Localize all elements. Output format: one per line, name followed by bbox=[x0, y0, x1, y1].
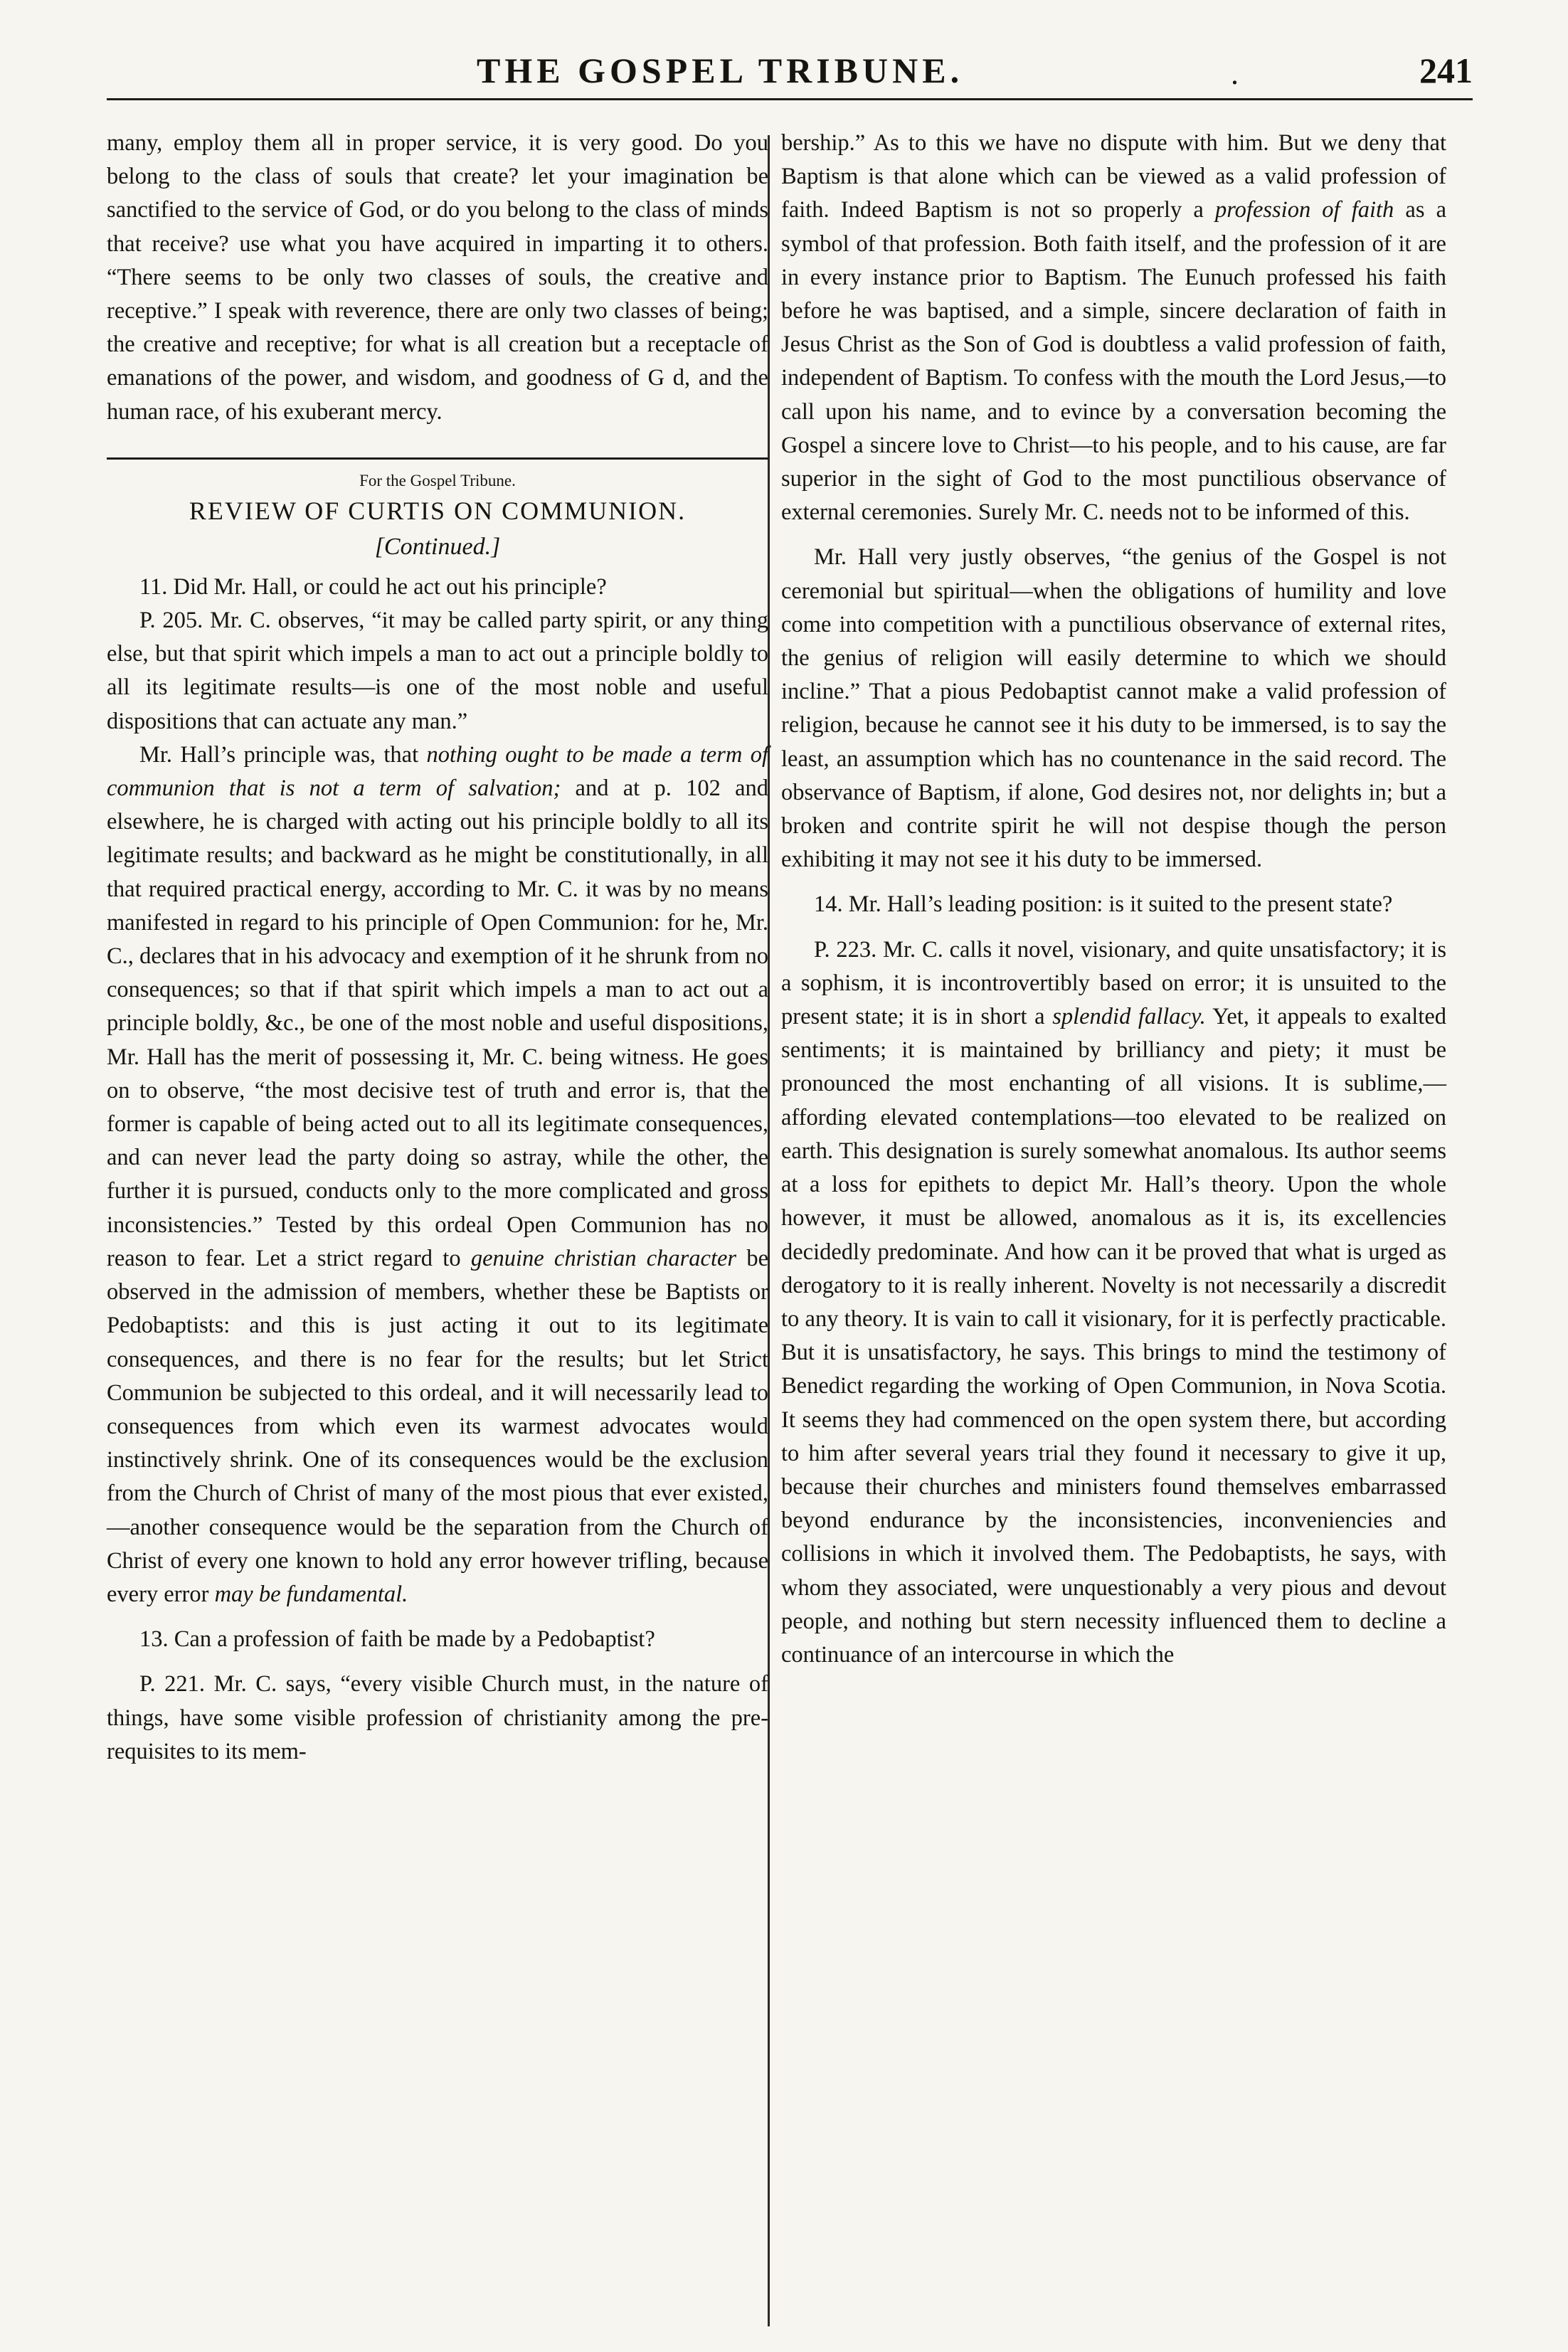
left-column bbox=[107, 127, 768, 1769]
text-run: P. 223. Mr. C. calls it novel, visionary, and quite unsatisfactory; it is a sophism, it is incontrovertibly based on error; it is unsuited to the present state; it is in short a bbox=[781, 936, 1446, 1030]
header-mark: . bbox=[1231, 56, 1239, 91]
italic-text: nothing ought to be made a term of communion that is not a term of salvation; bbox=[107, 741, 768, 802]
article-heading: REVIEW OF CURTIS ON COMMUNION. bbox=[189, 496, 687, 525]
page-header bbox=[107, 41, 1473, 100]
paragraph: 11. Did Mr. Hall, or could he act out his principle? bbox=[139, 573, 607, 600]
right-column bbox=[781, 127, 1446, 1672]
text-run: and at p. 102 and elsewhere, he is charged with acting out his principle boldly to all its legitimate results; and backward as he might be constitutionally, in all that required practical energy, according to Mr. C. it was by no means manifested in regard to his principle of Open Communion: for he, Mr. C., declares that in his advocacy and exemption of it he shrunk from no consequences; so that if that spirit which impels a man to act out a principle boldly, &c., be one of the most noble and useful dispositions, Mr. Hall has the merit of possessing it, Mr. C. being witness. He goes on to observe, “the most decisive test of truth and error is, that the former is capable of being acted out to all its legitimate consequences, and can never lead the party doing so astray, while the other, the further it is pursued, conducts only to the more complicated and gross inconsistencies.” Tested by this ordeal Open Communion has no reason to fear. Let a strict regard to bbox=[107, 775, 769, 1271]
text-run: bership.” As to this we have no dispute with him. But we deny that Baptism is that alone which can be viewed as a valid profession of faith. Indeed Baptism is not so properly a bbox=[781, 130, 1446, 223]
article-credit: For the Gospel Tribune. bbox=[359, 471, 516, 489]
paragraph: many, employ them all in proper service, it is very good. Do you belong to the class of souls that create? let your imagination be sanctified to the service of God, or do you belong to the class of minds that receive? use what you have acquired in imparting it to others. “There seems to be only two classes of souls, the creative and receptive.” I speak with reverence, there are only two classes of being; the creative and receptive; for what is all creation but a receptacle of emanations of the power, and wisdom, and goodness of G d, and the human race, of his exuberant mercy. bbox=[107, 130, 768, 425]
text-run: Yet, it appeals to exalted sentiments; it is maintained by brilliancy and piety; it must be pronounced the most enchanting of all visions. It is sublime,—affording elevated contemplations—too elevated to be realized on earth. This designation is surely somewhat anomalous. Its author seems at a loss for epithets to depict Mr. Hall’s theory. Upon the whole however, it must be allowed, anomalous as it is, its excellencies decidedly predominate. And how can it be proved that what is urged as derogatory to it is really inherent. Novelty is not necessarily a discredit to any theory. It is vain to call it visionary, for it is perfectly practicable. But it is unsatisfactory, he says. This brings to mind the testimony of Benedict regarding the working of Open Communion, in Nova Scotia. It seems they had commenced on the open system there, but according to him after several years trial they found it necessary to give it up, because their churches and ministers found themselves embarrassed beyond endurance by the inconsistencies, inconveniencies and collisions in which it involved them. The Pedobaptists, he says, with whom they associated, were unquestionably a very pious and devout people, and nothing but stern necessity influenced them to decline a continuance of an intercourse in which the bbox=[781, 1004, 1447, 1668]
italic-text: profession of faith bbox=[1214, 197, 1394, 223]
paragraph: 13. Can a profession of faith be made by a Pedobaptist? bbox=[139, 1626, 655, 1653]
paragraph bbox=[107, 738, 768, 1611]
section-divider bbox=[107, 457, 768, 460]
italic-text: genuine christian character bbox=[470, 1245, 737, 1271]
paragraph: Mr. Hall very justly observes, “the genius of the Gospel is not ceremonial but spiritual—when the obligations of humility and love come into competition with a punctilious observance of external rites, the genius of religion will easily determine to which we should incline.” That a pious Pedobaptist cannot make a valid profession of religion, because he cannot see it his duty to be immersed, is to say the least, an assumption which has no countenance in the said record. The observance of Baptism, if alone, God desires not, nor delights in; but a broken and contrite spirit he will not despise though the person exhibiting it may not see it his duty to be immersed. bbox=[781, 544, 1446, 873]
continued-note: [Continued.] bbox=[374, 533, 501, 560]
masthead-title: THE GOSPEL TRIBUNE. bbox=[477, 51, 964, 90]
paragraph bbox=[781, 933, 1446, 1672]
paragraph: P. 221. Mr. C. says, “every visible Church must, in the nature of things, have some visible profession of christianity among the pre-requisites to its mem- bbox=[107, 1671, 768, 1764]
page-number: 241 bbox=[1419, 51, 1473, 90]
text-run: Mr. Hall’s principle was, that bbox=[139, 741, 427, 768]
text-run: as a symbol of that profession. Both faith itself, and the profession of it are in every instance prior to Baptism. The Eunuch professed his faith before he was baptised, and a simple, sincere declaration of faith in Jesus Christ as the Son of God is doubtless a valid profession of faith, independent of Baptism. To confess with the mouth the Lord Jesus,—to call upon his name, and to evince by a conversation becoming the Gospel a sincere love to Christ—to his people, and to his cause, are far superior in the sight of God to the most punctilious observance of external ceremonies. Surely Mr. C. needs not to be informed of this. bbox=[781, 197, 1447, 526]
paragraph bbox=[781, 127, 1446, 529]
paragraph: P. 205. Mr. C. observes, “it may be called party spirit, or any thing else, but that spirit which impels a man to act out a principle boldly to all its legitimate results—is one of the most noble and useful dispositions that can actuate any man.” bbox=[107, 608, 768, 734]
text-run: be observed in the admission of members, whether these be Baptists or Pedobaptists: and this is just acting it out to its legitimate consequences, and there is no fear for the results; but let Strict Communion be subjected to this ordeal, and it will necessarily lead to consequences from which even its warmest advocates would instinctively shrink. One of its consequences would be the exclusion from the Church of Christ of many of the most pious that ever existed,—another consequence would be the separation from the Church of Christ of every one known to hold any error however trifling, because every error bbox=[107, 1245, 768, 1607]
italic-text: splendid fallacy. bbox=[1052, 1004, 1206, 1030]
paragraph: 14. Mr. Hall’s leading position: is it suited to the present state? bbox=[814, 891, 1393, 918]
italic-text: may be fundamental. bbox=[214, 1581, 408, 1607]
